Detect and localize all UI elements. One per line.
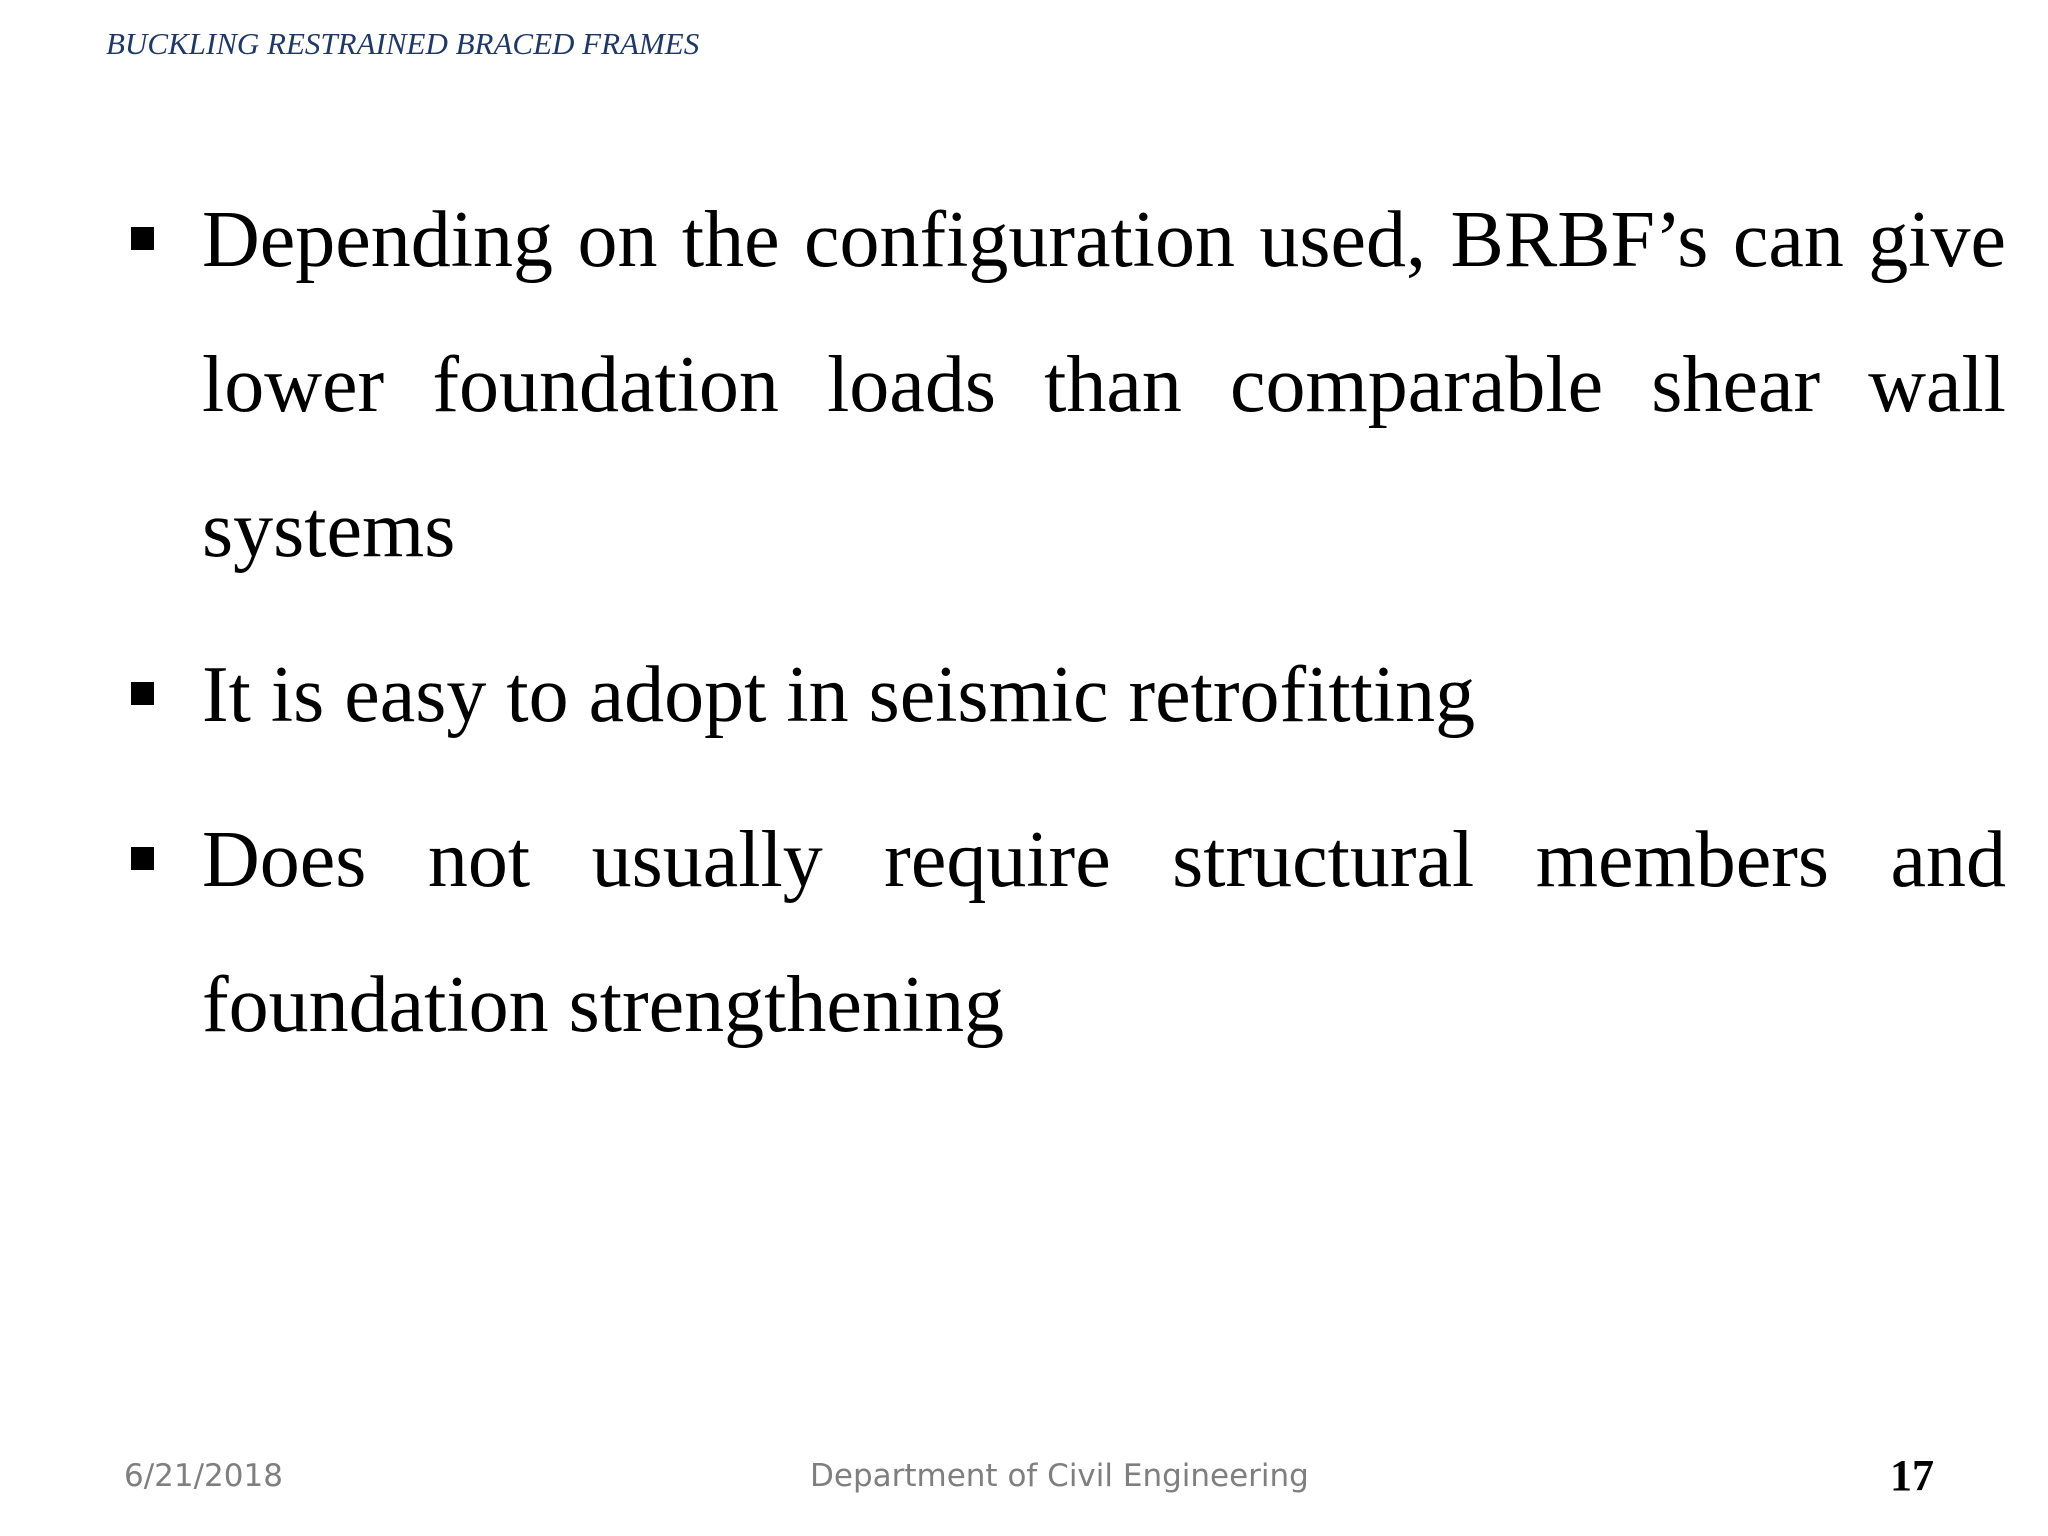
bullet-list	[128, 168, 2006, 1098]
square-bullet-icon	[131, 682, 154, 705]
square-bullet-icon	[131, 227, 154, 250]
footer-date: 6/21/2018	[124, 1458, 283, 1494]
bullet-text: Depending on the configuration used, BRBF’s can give lower foundation loads than comparable shear wall systems	[202, 196, 2006, 574]
bullet-item	[128, 623, 2006, 768]
footer-department: Department of Civil Engineering	[810, 1458, 1309, 1494]
slide-header-title: BUCKLING RESTRAINED BRACED FRAMES	[106, 26, 700, 61]
page-number: 17	[1890, 1451, 1934, 1500]
square-bullet-icon	[131, 847, 154, 870]
bullet-item	[128, 788, 2006, 1078]
bullet-item	[128, 168, 2006, 603]
bullet-text: It is easy to adopt in seismic retrofitting	[202, 651, 1476, 739]
bullet-text: Does not usually require structural members and foundation strengthening	[202, 816, 2006, 1049]
